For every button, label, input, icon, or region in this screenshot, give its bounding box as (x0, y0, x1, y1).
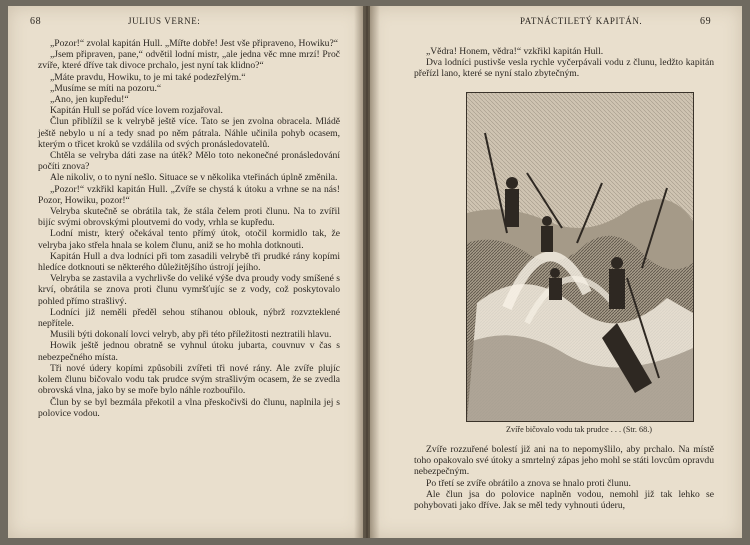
engraving-illustration (466, 92, 694, 422)
paragraph: Zvíře rozzuřené bolestí již ani na to nepomyšlilo, aby prchalo. Na místě toho opakovalo své útoky a smrtelný zápas jeho mohl se státi lovcům opravdu nebezpečným. (414, 444, 715, 478)
whale-hunt-engraving (467, 93, 693, 421)
paragraph: Lodní mistr, který očekával tento přímý útok, otočil kormidlo tak, že velryba jako střela hnala se kolem člunu, aniž se ho mohla dotknouti. (38, 228, 340, 251)
paragraph: „Vědra! Honem, vědra!“ vzkřikl kapitán Hull. (426, 46, 604, 57)
paragraph: Kapitán Hull a dva lodníci při tom zasadili velrybě tři prudké rány kopími hledíce dotknouti se některého důležitějšího ústrojí jejího. (38, 250, 340, 274)
paragraph: Lodníci již neměli předěl sehou stíhanou oblouk, nýbrž rozvzteklené nepřítele. (38, 306, 340, 330)
right-page-top-text (414, 46, 714, 80)
paragraph: Ale nikoliv, o to nyní nešlo. Situace se v několika vteřinách úplně změnila. (50, 172, 338, 184)
right-running-head: PATNÁCTILETÝ KAPITÁN. (520, 16, 643, 26)
paragraph: Ale člun jsa do polovice naplněn vodou, nemohl již tak lehko se pohybovati jako dříve. Jak se měl tedy vyhnouti úderu, (414, 488, 714, 512)
illustration-caption: Zvíře bičovalo vodu tak prudce . . . (Str. 68.) (506, 425, 652, 434)
paragraph: „Musíme se míti na pozoru.“ (50, 82, 162, 94)
paragraph: Člun by se byl bezmála překotil a vlna přeskočivši do člunu, naplnila jej s polovice vodou. (38, 396, 340, 419)
left-page-text (38, 38, 340, 419)
right-page-number: 69 (700, 16, 712, 27)
paragraph: Po třetí se zvíře obrátilo a znova se hnalo proti člunu. (426, 477, 631, 489)
paragraph: Velryba skutečně se obrátila tak, že stála čelem proti člunu. Na to zvířil bijíc svými obrovskými ploutvemi do vody, vrhla se kupředu. (38, 206, 340, 229)
left-page (8, 6, 363, 538)
left-page-number: 68 (30, 16, 42, 27)
left-running-head: JULIUS VERNE: (128, 16, 201, 26)
paragraph: „Pozor!“ vzkřikl kapitán Hull. „Zvíře se chystá k útoku a vrhne se na nás! Pozor, Howiku, pozor!“ (38, 183, 340, 206)
paragraph: Člun přiblížil se k velrybě ještě více. Tato se jen zvolna obracela. Mládě ještě nebylo u ní a tedy snad po něm pátrala. Náhle učinila pohyb ocasem, kterým o třicet kroků se vzdálila od svých pronásledovatelů. (38, 116, 340, 150)
paragraph: Chtěla se velryba dáti zase na útěk? Mělo toto nekonečné pronásledování počíti znova? (38, 150, 340, 173)
right-page-bottom-text (414, 444, 714, 511)
book-gutter (354, 6, 380, 538)
paragraph: Howik ještě jednou obratně se vyhnul útoku jubarta, couvnuv v čas s nebezpečného místa. (38, 340, 340, 363)
paragraph: „Ano, jen kupředu!“ (50, 94, 129, 106)
right-page (370, 6, 742, 538)
paragraph: Velryba se zastavila a vychrlivše do veliké výše dva proudy vody smíšené s krví, obrátila se znova proti člunu vymršťujíc se z vody, což poskytovalo pohled přímo strašlivý. (38, 273, 340, 307)
paragraph: Kapitán Hull se pořád více lovem rozjařoval. (50, 105, 223, 117)
paragraph: Tři nové údery kopími způsobili zvířeti tři nové rány. Ale zvíře plujíc kolem člunu bičovalo vodu tak prudce svým strašlivým ocasem, že se zvedla obrovská vlna, jako by se moře bylo náhle rozbouřilo. (38, 362, 340, 397)
paragraph: „Jsem připraven, pane,“ odvětil lodní mistr, „ale jedna věc mne mrzí! Proč zvíře, které dříve tak divoce prchalo, jest nyní tak klidno?“ (38, 49, 340, 72)
paragraph: Dva lodníci pustivše vesla rychle vyčerpávali vodu z člunu, ledžto kapitán přeřízl lano, které se nyní stalo zbytečným. (414, 57, 714, 80)
paragraph: Musili býti dokonalí lovci velryb, aby při této příležitosti neztratili hlavu. (50, 329, 332, 341)
paragraph: „Pozor!“ zvolal kapitán Hull. „Mířte dobře! Jest vše připraveno, Howiku?“ (50, 38, 338, 49)
paragraph: „Máte pravdu, Howiku, to je mi také podezřelým.“ (50, 71, 246, 83)
